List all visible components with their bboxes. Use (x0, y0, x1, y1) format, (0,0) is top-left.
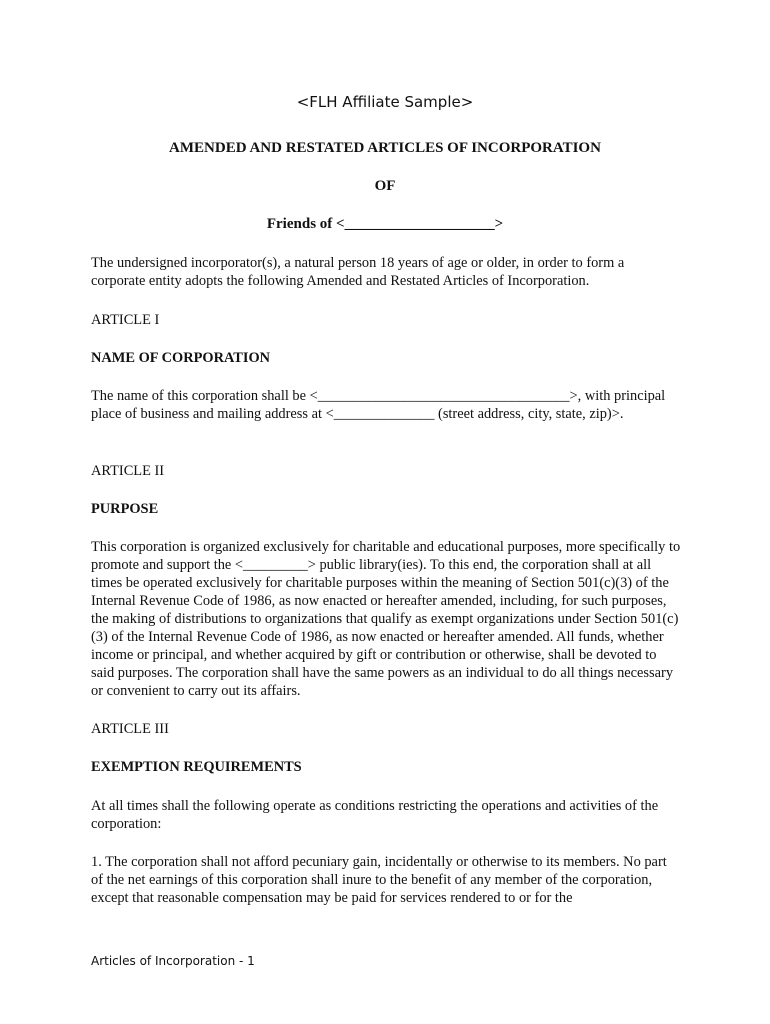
article-1-number: ARTICLE I (91, 312, 160, 328)
document-title-of: OF (374, 178, 396, 194)
article-3-text: At all times shall the following operate as conditions restricting the operations and activities of the corporation: (91, 798, 659, 832)
article-1-heading: NAME OF CORPORATION (91, 350, 271, 366)
document-title: AMENDED AND RESTATED ARTICLES OF INCORPORATION (169, 140, 601, 156)
article-2-text: This corporation is organized exclusively for charitable and educational purposes, more specifically to promote and support the <_________> public library(ies). To this end, the corporation shall at all times be operated exclusively for charitable purposes within the meaning of Section 501(c)(3) of the Internal Revenue Code of 1986, as now enacted or hereafter amended, including, for such purposes, the making of distributions to organizations that qualify as exempt organizations under Section 501(c)(3) of the Internal Revenue Code of 1986, as now enacted or hereafter amended. All funds, whether income or principal, and whether acquired by gift or contribution or otherwise, shall be devoted to said purposes. The corporation shall have the same powers as an individual to do all things necessary or convenient to carry out its affairs. (91, 539, 681, 699)
page-footer: Articles of Incorporation - 1 (91, 954, 255, 968)
article-3-item-1: 1. The corporation shall not afford pecuniary gain, incidentally or otherwise to its members. No part of the net earnings of this corporation shall inure to the benefit of any member of the corporation, except that reasonable compensation may be paid for services rendered to or for the (91, 854, 667, 906)
article-3-number: ARTICLE III (91, 721, 169, 737)
intro-paragraph: The undersigned incorporator(s), a natural person 18 years of age or older, in order to form a corporate entity adopts the following Amended and Restated Articles of Incorporation. (91, 255, 625, 289)
document-title-friends: Friends of <____________________> (266, 216, 504, 232)
article-1-text: The name of this corporation shall be <___________________________________>, with principal place of business and mailing address at <______________ (street address, city, state, zip)>. (91, 388, 666, 422)
article-3-heading: EXEMPTION REQUIREMENTS (91, 759, 302, 775)
article-2-number: ARTICLE II (91, 463, 165, 479)
article-2-heading: PURPOSE (91, 501, 159, 517)
sample-label: <FLH Affiliate Sample> (296, 93, 474, 111)
